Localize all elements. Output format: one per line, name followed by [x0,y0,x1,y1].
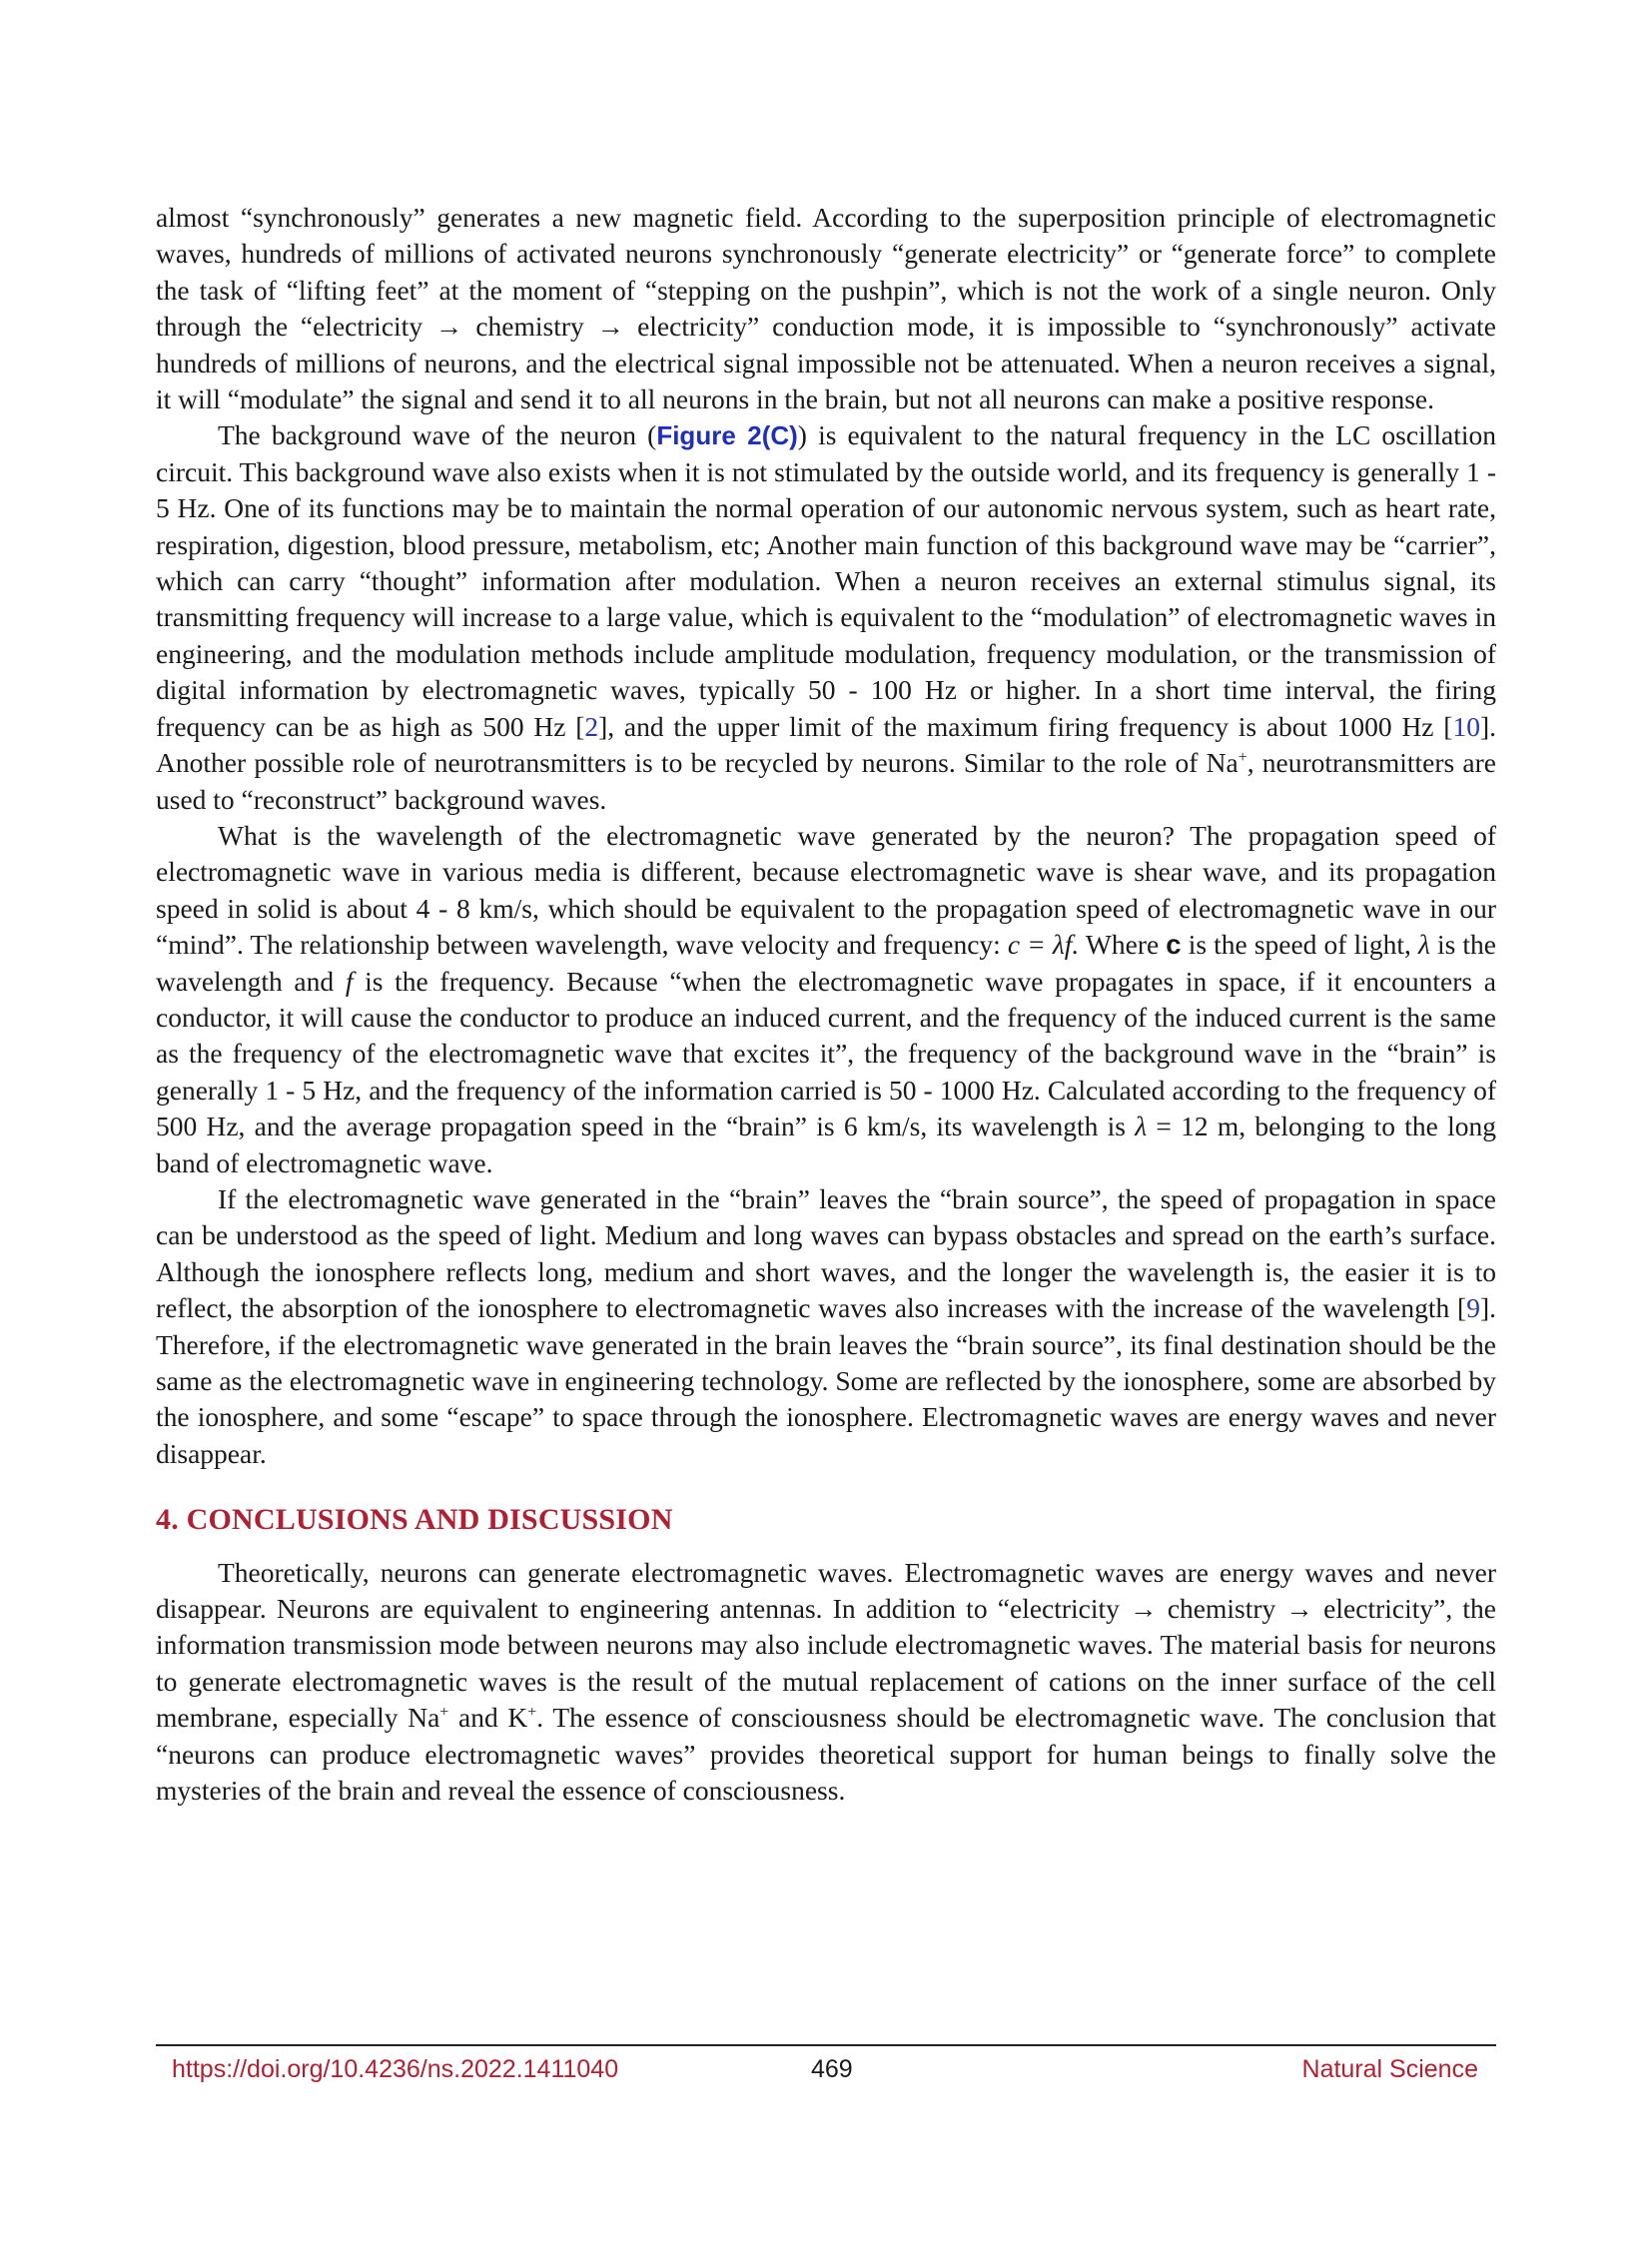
superscript-plus: + [439,1704,449,1722]
frequency-symbol: f [345,965,354,997]
figure-2c-link[interactable]: Figure 2(C) [656,420,798,451]
reference-9-link[interactable]: 9 [1466,1292,1480,1324]
doi-link[interactable]: https://doi.org/10.4236/ns.2022.1411040 [172,2055,619,2083]
paragraph-4-text-b: ]. Therefore, if the electromagnetic wave generated in the brain leaves the “brain source”, its final destination should be the same as the electromagnetic wave in engineering technology. Some are reflected by the ionosphere, some are absorbed by the ionosphere, and some “escape” to space through the ionosphere. Electromagnetic waves are energy waves and never disappear. [156,1292,1496,1469]
paragraph-2-text-a: The background wave of the neuron ( [218,419,657,451]
paragraph-5-text-c: . The essence of consciousness should be electromagnetic wave. The conclusion that “neurons can produce electromagnetic waves” provides theoretical support for human beings to finally solve the mysteries of the brain and reveal the essence of consciousness. [156,1702,1496,1807]
paragraph-3-text-a: What is the wavelength of the electromagnetic wave generated by the neuron? The propagation speed of electromagnetic wave in various media is different, because electromagnetic wave is shear wave, and its propagation speed in solid is about 4 - 8 km/s, which should be equivalent to the propagation speed of electromagnetic wave in our “mind”. The relationship between wavelength, wave velocity and frequency: [156,819,1496,961]
reference-2-link[interactable]: 2 [584,710,599,742]
paragraph-1-text: almost “synchronously” generates a new magnetic field. According to the superposition principle of electromagnetic waves, hundreds of millions of activated neurons synchronously “generate electricity” or “generate force” to complete the task of “lifting feet” at the moment of “stepping on the pushpin”, which is not the work of a single neuron. Only through the “electricity → chemistry → electricity” conduction mode, it is impossible to “synchronously” activate hundreds of millions of neurons, and the electrical signal impossible not be attenuated. When a neuron receives a signal, it will “modulate” the signal and send it to all neurons in the brain, but not all neurons can make a positive response. [156,202,1496,415]
superscript-plus: + [1238,748,1247,766]
paragraph-3-text-c: is the speed of light, [1181,929,1418,961]
section-heading: 4. CONCLUSIONS AND DISCUSSION [156,1503,673,1537]
journal-name: Natural Science [1301,2055,1478,2083]
article-body [156,200,1496,1809]
paragraph-2-text-e: , neurotransmitters are used to “reconstruct” background waves. [156,747,1496,815]
paragraph-5 [156,1555,1496,1810]
footer-divider [156,2044,1496,2046]
paragraph-5-text-a: Theoretically, neurons can generate electromagnetic waves. Electromagnetic waves are energy waves and never disappear. Neurons are equivalent to engineering antennas. In addition to “electricity → chemistry → electricity”, the information transmission mode between neurons may also include electromagnetic waves. The material basis for neurons to generate electromagnetic waves is the result of the mutual replacement of cations on the inner surface of the cell membrane, especially Na [156,1556,1496,1734]
paragraph-2-text-d: ]. Another possible role of neurotransmitters is to be recycled by neurons. Similar to the role of Na [156,710,1496,779]
paragraph-3-text-d: is the wavelength and [156,929,1496,997]
lambda-symbol: λ [1135,1111,1148,1142]
speed-of-light-symbol: c [1166,929,1182,961]
wave-formula: c = λf. [1007,929,1080,961]
lambda-symbol: λ [1417,929,1430,961]
paragraph-4 [156,1181,1496,1472]
paragraph-2-text-c: ], and the upper limit of the maximum firing frequency is about 1000 Hz [ [598,710,1453,742]
superscript-plus: + [527,1704,537,1722]
paragraph-1 [156,200,1496,417]
paragraph-3 [156,818,1496,1181]
paragraph-2 [156,417,1496,817]
paragraph-3-text-b: Where [1079,929,1167,961]
paragraph-5-text-b: and K [448,1702,528,1734]
page-number: 469 [811,2055,853,2083]
paragraph-2-text-b: ) is equivalent to the natural frequency in the LC oscillation circuit. This background wave also exists when it is not stimulated by the outside world, and its frequency is generally 1 - 5 Hz. One of its functions may be to maintain the normal operation of our autonomic nervous system, such as heart rate, respiration, digestion, blood pressure, metabolism, etc; Another main function of this background wave may be “carrier”, which can carry “thought” information after modulation. When a neuron receives an external stimulus signal, its transmitting frequency will increase to a large value, which is equivalent to the “modulation” of electromagnetic waves in engineering, and the modulation methods include amplitude modulation, frequency modulation, or the transmission of digital information by electromagnetic waves, typically 50 - 100 Hz or higher. In a short time interval, the firing frequency can be as high as 500 Hz [ [156,419,1496,742]
reference-10-link[interactable]: 10 [1452,710,1480,742]
paragraph-4-text-a: If the electromagnetic wave generated in the “brain” leaves the “brain source”, the speed of propagation in space can be understood as the speed of light. Medium and long waves can bypass obstacles and spread on the earth’s surface. Although the ionosphere reflects long, medium and short waves, and the longer the wavelength is, the easier it is to reflect, the absorption of the ionosphere to electromagnetic waves also increases with the increase of the wavelength [ [156,1182,1496,1324]
paragraph-3-text-e: is the frequency. Because “when the electromagnetic wave propagates in space, if it encounters a conductor, it will cause the conductor to produce an induced current, and the frequency of the induced current is the same as the frequency of the electromagnetic wave that excites it”, the frequency of the background wave in the “brain” is generally 1 - 5 Hz, and the frequency of the information carried is 50 - 1000 Hz. Calculated according to the frequency of 500 Hz, and the average propagation speed in the “brain” is 6 km/s, its wavelength is [156,965,1497,1142]
paragraph-3-text-f: = 12 m, belonging to the long band of electromagnetic wave. [156,1111,1497,1178]
